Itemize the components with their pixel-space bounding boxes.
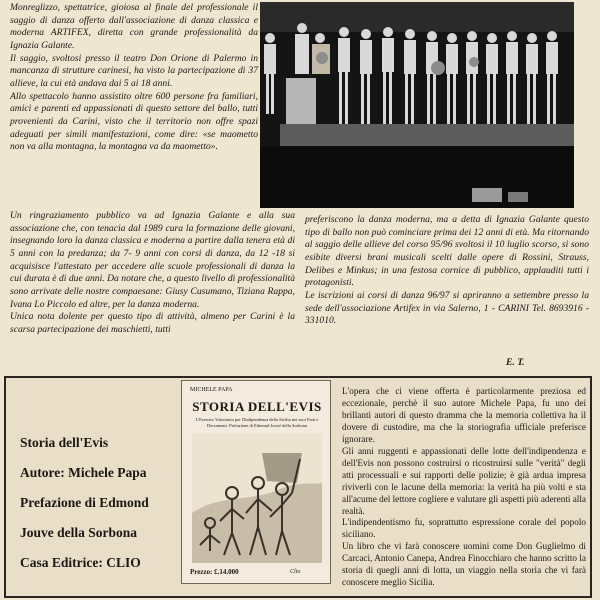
book-publisher-line: Casa Editrice: CLIO xyxy=(20,555,141,570)
review-paragraph: L'indipendentismo fu, soprattutto espressione corale del popolo siciliano. xyxy=(342,517,586,540)
article-column-top-left xyxy=(10,2,258,154)
book-preface-line-2: Jouve della Sorbona xyxy=(20,525,138,540)
article-signature: E. T. xyxy=(506,357,525,368)
review-paragraph: L'opera che ci viene offerta è particolarmente preziosa ed eccezionale, perchè il suo autore Michele Papa, fu uno dei brillanti autori di questo dramma che la memoria collettiva ha il dovere di custodire, ma che la storiografia ufficiale preferisce ignorare. xyxy=(342,386,586,444)
book-review-box xyxy=(4,376,592,598)
cover-subtitle: L'Esercito Volontario per l'Indipendenza della Sicilia nei suoi Fatti e Documenti. Prefazione di Edmond Jouvé della Sorbona xyxy=(195,417,319,428)
cover-price: Prezzo: £.14.000 xyxy=(190,568,239,576)
cover-title: STORIA DELL'EVIS xyxy=(192,399,322,414)
book-author-line: Autore: Michele Papa xyxy=(20,465,147,480)
book-info xyxy=(20,428,190,578)
article-paragraph: preferiscono la danza moderna, ma a detta di Ignazia Galante questo tipo di ballo non può cominciare prima dei 12 anni di età. Ma ritornando al saggio delle allieve del corso 95/96 svoltosi il 10 luglio scorso, si sono esibite diversi brani musicali scelti dalle opere di Rossini, Strauss, Delibes e Minkus; in una festosa cornice di pubblico, applauditi tutti i protagonisti. xyxy=(305,214,589,289)
book-cover xyxy=(181,380,331,584)
article-paragraph: Allo spettacolo hanno assistito oltre 600 persone fra familiari, amici e parenti ed appassionati di questo settore del ballo, tutti provenienti da Carini, visto che il territorio non offre spazi adeguati per simili manifestazioni, come dire: «se maometto non va alla montagna, la montagna va da maometto». xyxy=(10,90,258,153)
book-preface-line: Prefazione di Edmond xyxy=(20,495,149,510)
article-intro: Monreglizzo, spettatrice, gioiosa al finale del professionale il saggio di danza offerto dall'associazione di danza classica e moderna ARTIFEX, diretta con grande professionalità da Ignazia Galante. xyxy=(10,2,258,51)
article-column-middle-right xyxy=(305,214,589,328)
dance-photo-illustration xyxy=(260,2,574,208)
article-paragraph: Le iscrizioni ai corsi di danza 96/97 si apriranno a settembre presso la sede dell'associazione Artifex in via Salerno, 1 - CARINI Tel. 8693916 - 331010. xyxy=(305,289,589,327)
article-paragraph: Il saggio, svoltosi presso il teatro Don Orione di Palermo in mancanza di strutture carinesi, ha visto la partecipazione di 37 allieve, la cui età andava dai 5 ai 18 anni. xyxy=(10,52,258,89)
review-paragraph: Gli anni ruggenti e appassionati delle lotte dell'indipendenza e dell'Evis non possono costruirsi o ricostruirsi sulle "verità" degli atti processuali e sui rapporti delle polizie; è già ardua impresa riviverli con le lacune della memoria: la verità ha più volti e sta all'acume del lettore cogliere e valutare gli aspetti più aderenti alla realtà. xyxy=(342,445,586,516)
article-paragraph: Un ringraziamento pubblico va ad Ignazia Galante e alla sua associazione che, con tenacia dal 1989 cura la formazione delle giovani, insegnando loro la danza classica e moderna a partire dalla tenera età di 5 anni con la predanza; da 7- 9 anni con corsi di danza, da 12 -18 si acquisisce l'attestato per accedere alle scuole professionali di danza la cui durata è di due anni. Da notare che, a questo livello di professionalità sono arrivate delle nostre compaesane: Giusy Cusumano, Tiziana Rappa, Ivana Lo Piccolo ed altre, per la danza moderna. xyxy=(10,210,295,310)
book-review-text xyxy=(342,386,586,589)
cover-publisher: Clio xyxy=(290,569,301,575)
cover-author: MICHELE PAPA xyxy=(190,387,233,393)
cover-illustration xyxy=(192,433,322,563)
dance-recital-photo xyxy=(260,2,574,208)
review-paragraph: Un libro che vi farà conoscere uomini come Don Guglielmo di Carcaci, Antonio Canepa, Andrea Finocchiaro che hanno scritto la storia di quegli anni di lotta, un viaggio nella storia che vi farà conoscere meglio Sicilia. xyxy=(342,541,586,588)
article-column-middle-left xyxy=(10,210,295,337)
article-paragraph: Unica nota dolente per questo tipo di attività, almeno per Carini è la scarsa partecipazione dei maschietti, tutti xyxy=(10,311,295,335)
book-title-line: Storia dell'Evis xyxy=(20,435,109,450)
